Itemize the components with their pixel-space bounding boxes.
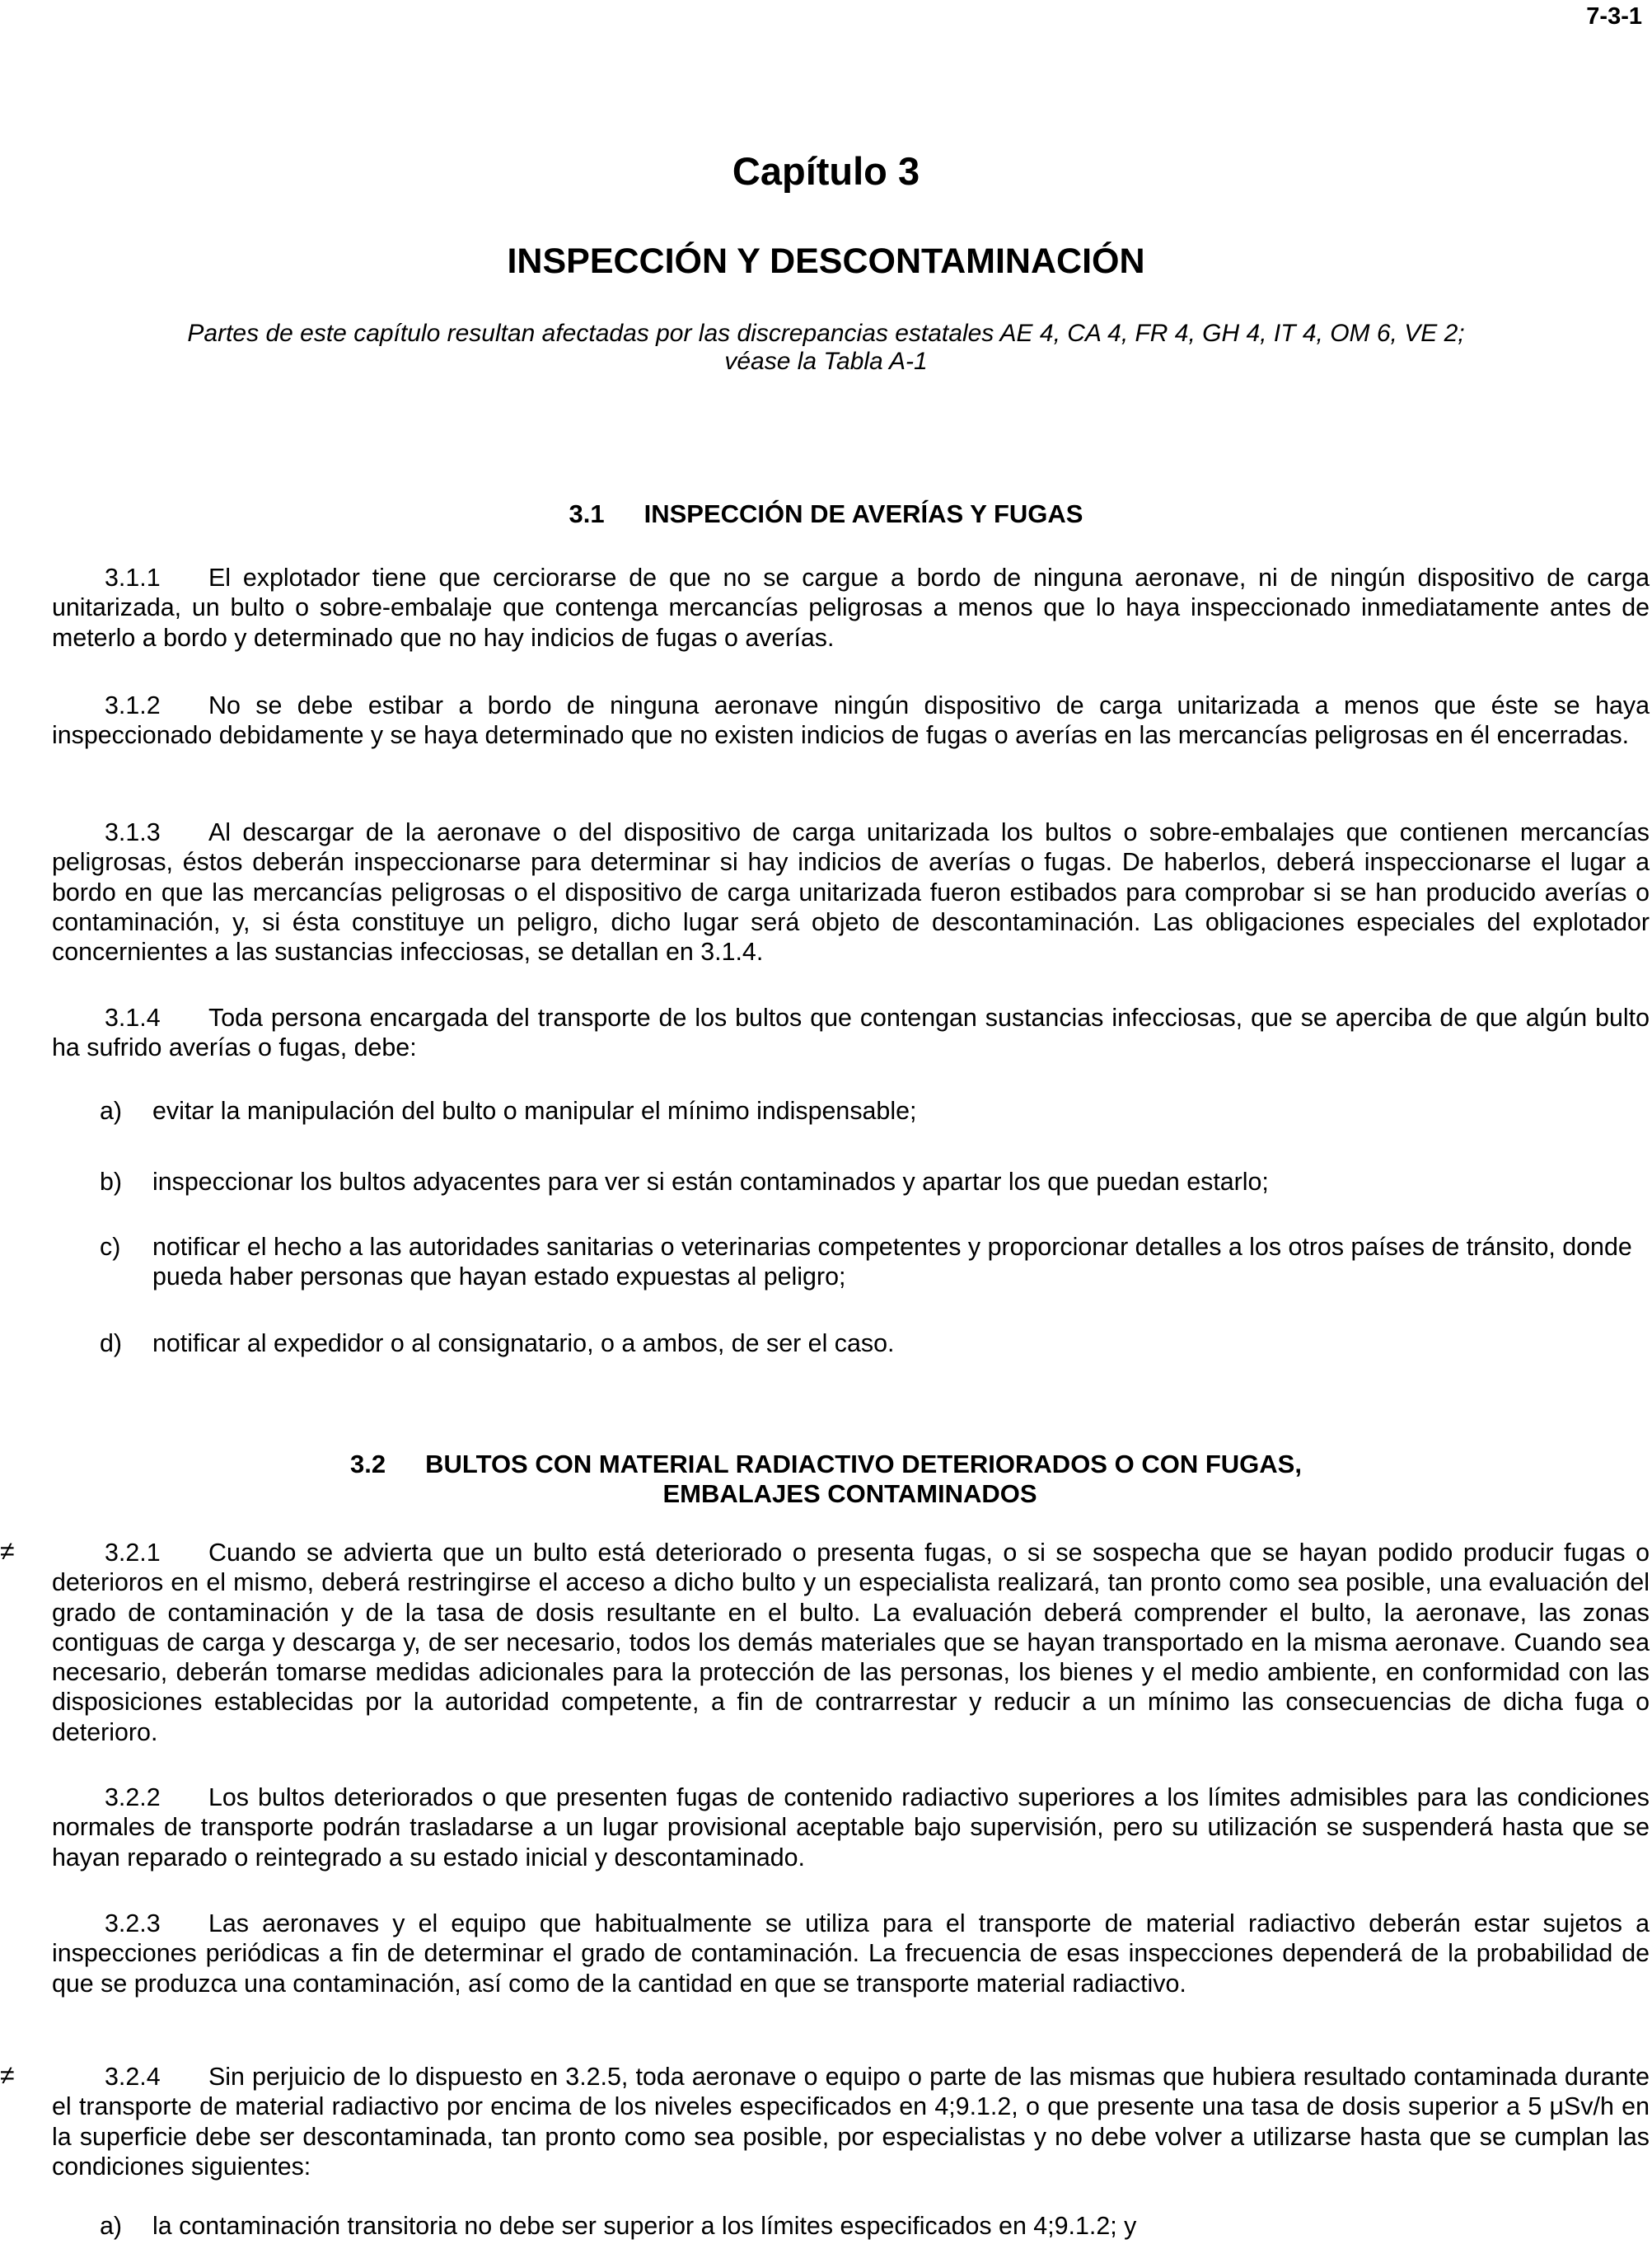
section-number: 3.2 xyxy=(350,1450,386,1478)
paragraph-number: 3.1.4 xyxy=(105,1004,161,1032)
paragraph xyxy=(52,2062,1650,2181)
paragraph-text: Cuando se advierta que un bulto está deteriorado o presenta fugas, o si se sospecha que se hayan podido producir fugas o deterioros en el mismo, deberá restringirse el acceso a dicho bulto y un especialista realizará, tan pronto como sea posible, una evaluación del grado de contaminación y de la tasa de dosis resultante en el bulto. La evaluación deberá comprender el bulto, la aeronave, las zonas contiguas de carga y descarga y, de ser necesario, todos los demás materiales que se hayan transportado en la misma aeronave. Cuando sea necesario, deberán tomarse medidas adicionales para la protección de las personas, los bienes y el medio ambiente, en conformidad con las disposiciones establecidas por la autoridad competente, a fin de contrarrestar y reducir a un mínimo las consecuencias de dicha fuga o deterioro. xyxy=(52,1539,1650,1746)
list-item-text: inspeccionar los bultos adyacentes para ver si están contaminados y apartar los que puedan estarlo; xyxy=(152,1168,1269,1196)
paragraph-text: Las aeronaves y el equipo que habitualmente se utiliza para el transporte de material radiactivo deberán estar sujetos a inspecciones periódicas a fin de determinar el grado de contaminación. La frecuencia de esas inspecciones dependerá de la probabilidad de que se produzca una contaminación, así como de la cantidad en que se transporte material radiactivo. xyxy=(52,1909,1650,1998)
chapter-note-line: Partes de este capítulo resultan afectadas por las discrepancias estatales AE 4, CA 4, FR 4, GH 4, IT 4, OM 6, VE 2; xyxy=(187,320,1465,347)
list-item-text: notificar al expedidor o al consignatario, o a ambos, de ser el caso. xyxy=(152,1329,895,1357)
list-item-text: notificar el hecho a las autoridades sanitarias o veterinarias competentes y proporcionar detalles a los otros países de tránsito, donde pueda haber personas que hayan estado expuestas al peligro; xyxy=(152,1233,1632,1291)
paragraph xyxy=(52,1003,1650,1063)
paragraph-text: No se debe estibar a bordo de ninguna aeronave ningún dispositivo de carga unitarizada a menos que éste se haya inspeccionado debidamente y se haya determinado que no existen indicios de fugas o averías en las mercancías peligrosas en él encerradas. xyxy=(52,691,1650,750)
list-item-text: evitar la manipulación del bulto o manipular el mínimo indispensable; xyxy=(152,1097,917,1125)
chapter-label: Capítulo 3 xyxy=(732,149,920,193)
paragraph-number: 3.1.2 xyxy=(105,691,161,719)
paragraph-number: 3.2.4 xyxy=(105,2063,161,2091)
list-item-label: d) xyxy=(100,1329,123,1357)
chapter-note-line: véase la Tabla A-1 xyxy=(724,348,928,375)
paragraph xyxy=(52,563,1650,653)
list-item-label: b) xyxy=(100,1168,123,1196)
list-item-label: c) xyxy=(100,1233,121,1261)
list-item-label: a) xyxy=(100,2212,123,2240)
paragraph-text: Los bultos deteriorados o que presenten fugas de contenido radiactivo superiores a los límites admisibles para las condiciones normales de transporte podrán trasladarse a un lugar provisional aceptable bajo supervisión, pero su utilización se suspenderá hasta que se hayan reparado o reintegrado a su estado inicial y descontaminado. xyxy=(52,1783,1650,1872)
paragraph-text: Sin perjuicio de lo dispuesto en 3.2.5, toda aeronave o equipo o parte de las mismas que hubiera resultado contaminada durante el transporte de material radiactivo por encima de los niveles especificados en 4;9.1.2, o que presente una tasa de dosis superior a 5 μSv/h en la superficie debe ser descontaminada, tan pronto como sea posible, por especialistas y no debe volver a utilizarse hasta que se cumplan las condiciones siguientes: xyxy=(52,2063,1650,2181)
section-heading xyxy=(0,499,1652,529)
paragraph-text: El explotador tiene que cerciorarse de que no se cargue a bordo de ninguna aeronave, ni de ningún dispositivo de carga unitarizada, un bulto o sobre-embalaje que contenga mercancías peligrosas a menos que lo haya inspeccionado inmediatamente antes de meterlo a bordo y determinado que no hay indicios de fugas o averías. xyxy=(52,564,1650,652)
paragraph xyxy=(52,1909,1650,1998)
chapter-title: INSPECCIÓN Y DESCONTAMINACIÓN xyxy=(507,241,1145,281)
paragraph-text: Al descargar de la aeronave o del dispositivo de carga unitarizada los bultos o sobre-embalajes que contienen mercancías peligrosas, éstos deberán inspeccionarse para determinar si hay indicios de averías o fugas. De haberlos, deberá inspeccionarse el lugar a bordo en que las mercancías peligrosas o el dispositivo de carga unitarizada fueron estibados para comprobar si se han producido averías o contaminación, y, si ésta constituye un peligro, dicho lugar será objeto de descontaminación. Las obligaciones especiales del explotador concernientes a las sustancias infecciosas, se detallan en 3.1.4. xyxy=(52,818,1650,967)
list-item-text: la contaminación transitoria no debe ser superior a los límites especificados en 4;9.1.2; y xyxy=(152,2212,1137,2240)
section-title: BULTOS CON MATERIAL RADIACTIVO DETERIORADOS O CON FUGAS, xyxy=(425,1450,1302,1478)
section-heading-line xyxy=(0,1479,1652,1509)
section-heading-line xyxy=(0,1450,1652,1479)
page-number: 7-3-1 xyxy=(1586,3,1642,30)
paragraph xyxy=(52,817,1650,967)
paragraph-number: 3.2.2 xyxy=(105,1783,161,1811)
paragraph xyxy=(52,1783,1650,1872)
section-number: 3.1 xyxy=(569,499,605,528)
paragraph-number: 3.1.3 xyxy=(105,818,161,846)
chapter-note xyxy=(99,320,1553,376)
change-mark: ≠ xyxy=(0,2060,15,2090)
change-mark: ≠ xyxy=(0,1536,15,1566)
section-heading xyxy=(0,1450,1652,1509)
list-item-label: a) xyxy=(100,1097,123,1125)
paragraph-text: Toda persona encargada del transporte de los bultos que contengan sustancias infecciosas, que se aperciba de que algún bulto ha sufrido averías o fugas, debe: xyxy=(52,1004,1650,1062)
paragraph-number: 3.1.1 xyxy=(105,564,161,592)
paragraph-number: 3.2.3 xyxy=(105,1909,161,1937)
paragraph xyxy=(52,1538,1650,1747)
section-title: INSPECCIÓN DE AVERÍAS Y FUGAS xyxy=(643,499,1083,528)
paragraph-number: 3.2.1 xyxy=(105,1539,161,1567)
paragraph xyxy=(52,691,1650,751)
section-title-continued: EMBALAJES CONTAMINADOS xyxy=(662,1479,1037,1508)
